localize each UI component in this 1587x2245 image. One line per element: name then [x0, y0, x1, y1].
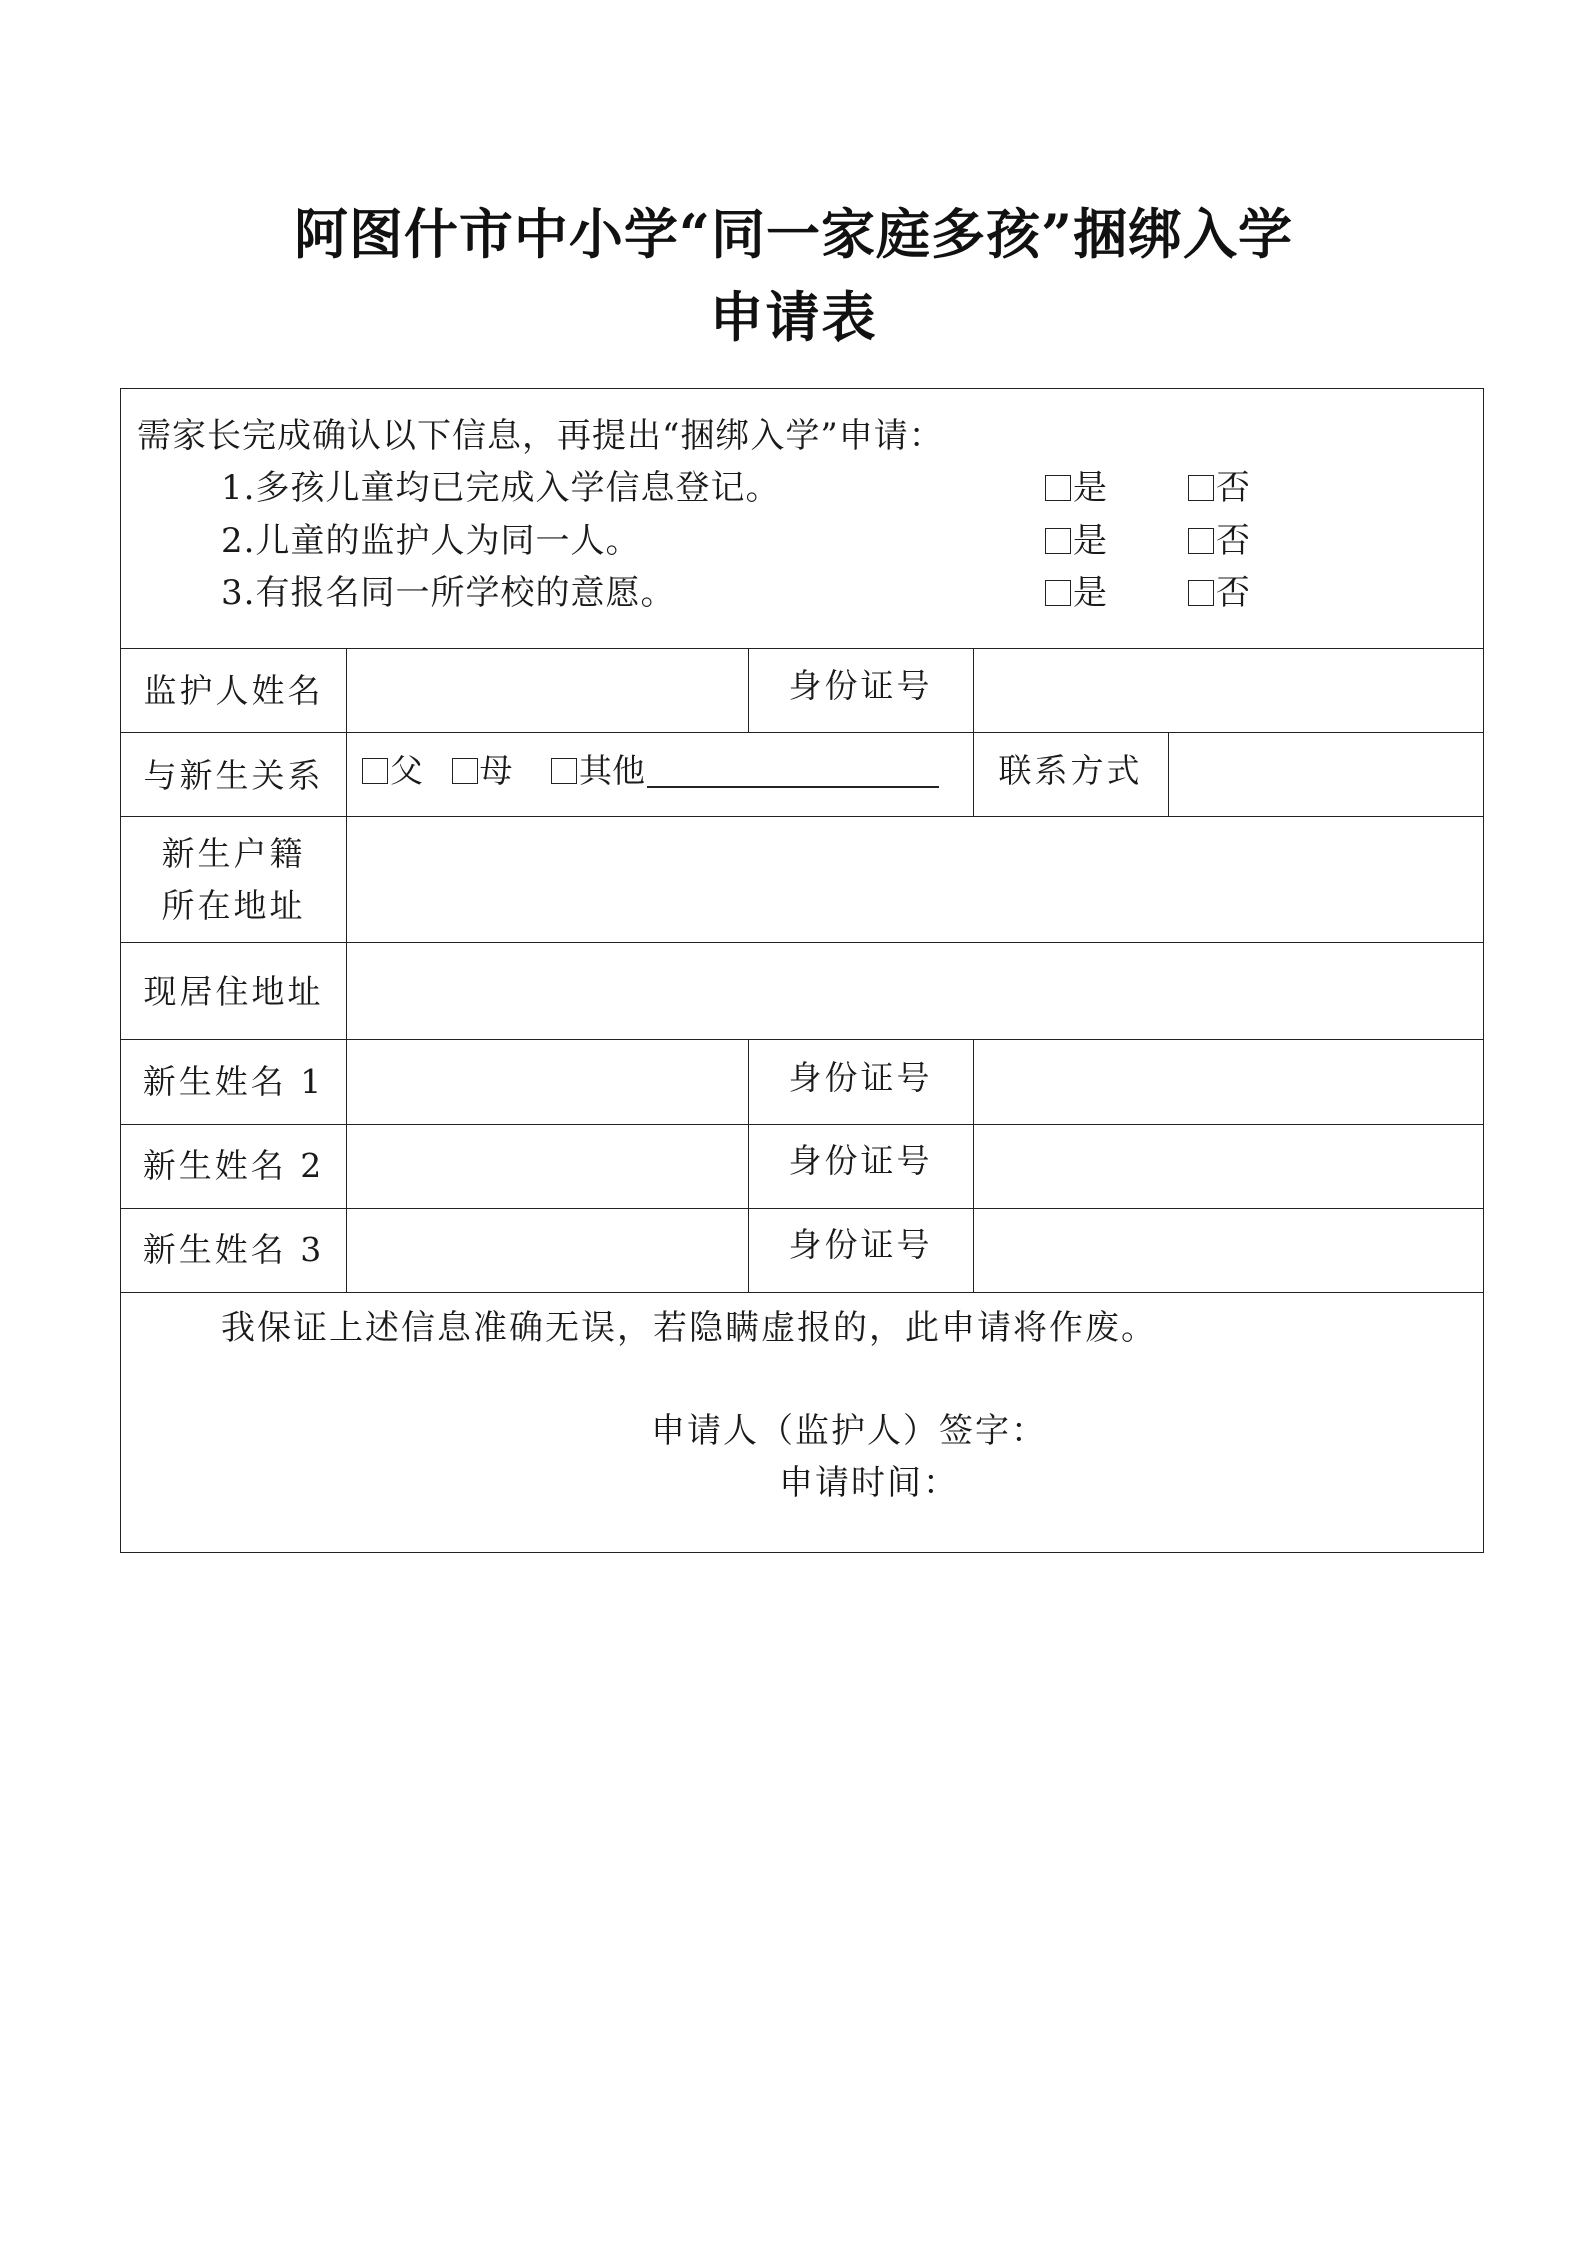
- yes-label: 是: [1073, 573, 1107, 613]
- confirm-no-option[interactable]: [1188, 521, 1250, 561]
- student-name-field[interactable]: [348, 1126, 746, 1206]
- checkbox-no[interactable]: [1188, 528, 1214, 554]
- confirm-yes-option[interactable]: [1045, 573, 1107, 613]
- household-label-line2: 所在地址: [161, 886, 306, 925]
- student-name-field[interactable]: [348, 1210, 746, 1290]
- date-field[interactable]: [961, 1454, 1361, 1504]
- confirm-yes-option[interactable]: [1045, 468, 1107, 508]
- checkbox-no[interactable]: [1188, 580, 1214, 606]
- relation-options: [362, 751, 939, 790]
- no-label: 否: [1216, 468, 1250, 508]
- form-title: 阿图什市中小学“同一家庭多孩”捆绑入学: [293, 202, 1294, 266]
- no-label: 否: [1216, 573, 1250, 613]
- checkbox-yes[interactable]: [1045, 580, 1071, 606]
- contact-label: 联系方式: [998, 751, 1143, 790]
- guardian-name-label: 监护人姓名: [143, 671, 324, 710]
- other-label: 其他: [579, 751, 645, 790]
- row-divider: [121, 1039, 1483, 1040]
- date-label: 申请时间：: [779, 1463, 959, 1503]
- contact-field[interactable]: [1170, 734, 1481, 814]
- confirm-item-text: 1.多孩儿童均已完成入学信息登记。: [221, 468, 781, 508]
- row-divider: [121, 942, 1483, 943]
- confirm-item-text: 3.有报名同一所学校的意愿。: [221, 573, 676, 613]
- confirm-item-text: 2.儿童的监护人为同一人。: [221, 521, 641, 561]
- signature-field[interactable]: [1101, 1399, 1461, 1449]
- row-divider: [121, 732, 1483, 733]
- relation-label: 与新生关系: [143, 756, 324, 795]
- student-name-label: 新生姓名 2: [142, 1146, 325, 1185]
- checkbox-yes[interactable]: [1045, 528, 1071, 554]
- checkbox-mother[interactable]: [452, 758, 478, 784]
- checkbox-father[interactable]: [362, 758, 388, 784]
- column-divider: [973, 648, 974, 732]
- confirm-intro: 需家长完成确认以下信息，再提出“捆绑入学”申请：: [137, 416, 944, 456]
- guardian-name-field[interactable]: [348, 650, 746, 730]
- relation-option-other[interactable]: [551, 751, 939, 790]
- student-id-label: 身份证号: [788, 1225, 933, 1264]
- confirm-yes-option[interactable]: [1045, 521, 1107, 561]
- student-id-label: 身份证号: [788, 1141, 933, 1180]
- no-label: 否: [1216, 521, 1250, 561]
- signature-label: 申请人（监护人）签字：: [651, 1411, 1047, 1451]
- confirm-no-option[interactable]: [1188, 468, 1250, 508]
- guardian-id-field[interactable]: [975, 650, 1481, 730]
- column-divider: [1168, 732, 1169, 816]
- yes-label: 是: [1073, 468, 1107, 508]
- residence-address-field[interactable]: [348, 944, 1481, 1037]
- column-divider: [973, 1039, 974, 1292]
- declaration-statement: 我保证上述信息准确无误，若隐瞒虚报的，此申请将作废。: [221, 1308, 1157, 1348]
- row-divider: [121, 816, 1483, 817]
- other-relation-input[interactable]: [647, 756, 939, 788]
- student-id-field[interactable]: [975, 1041, 1481, 1122]
- father-label: 父: [390, 751, 423, 790]
- application-form: [120, 388, 1484, 1553]
- relation-option-mother[interactable]: [452, 751, 513, 790]
- student-id-field[interactable]: [975, 1210, 1481, 1290]
- mother-label: 母: [479, 751, 513, 790]
- student-name-label: 新生姓名 3: [142, 1230, 325, 1269]
- student-id-field[interactable]: [975, 1126, 1481, 1206]
- row-divider: [121, 1208, 1483, 1209]
- checkbox-yes[interactable]: [1045, 475, 1071, 501]
- student-name-field[interactable]: [348, 1041, 746, 1122]
- confirm-no-option[interactable]: [1188, 573, 1250, 613]
- household-address-field[interactable]: [348, 818, 1481, 940]
- residence-label: 现居住地址: [143, 972, 324, 1011]
- row-divider: [121, 1124, 1483, 1125]
- student-name-label: 新生姓名 1: [142, 1062, 325, 1101]
- row-divider: [121, 1292, 1483, 1293]
- household-label-line1: 新生户籍: [161, 834, 306, 873]
- checkbox-no[interactable]: [1188, 475, 1214, 501]
- column-divider: [346, 648, 347, 1292]
- guardian-id-label: 身份证号: [788, 666, 933, 705]
- row-divider: [121, 648, 1483, 649]
- checkbox-other[interactable]: [551, 758, 577, 784]
- student-id-label: 身份证号: [788, 1058, 933, 1097]
- yes-label: 是: [1073, 521, 1107, 561]
- relation-option-father[interactable]: [362, 751, 423, 790]
- form-subtitle: 申请表: [709, 285, 878, 349]
